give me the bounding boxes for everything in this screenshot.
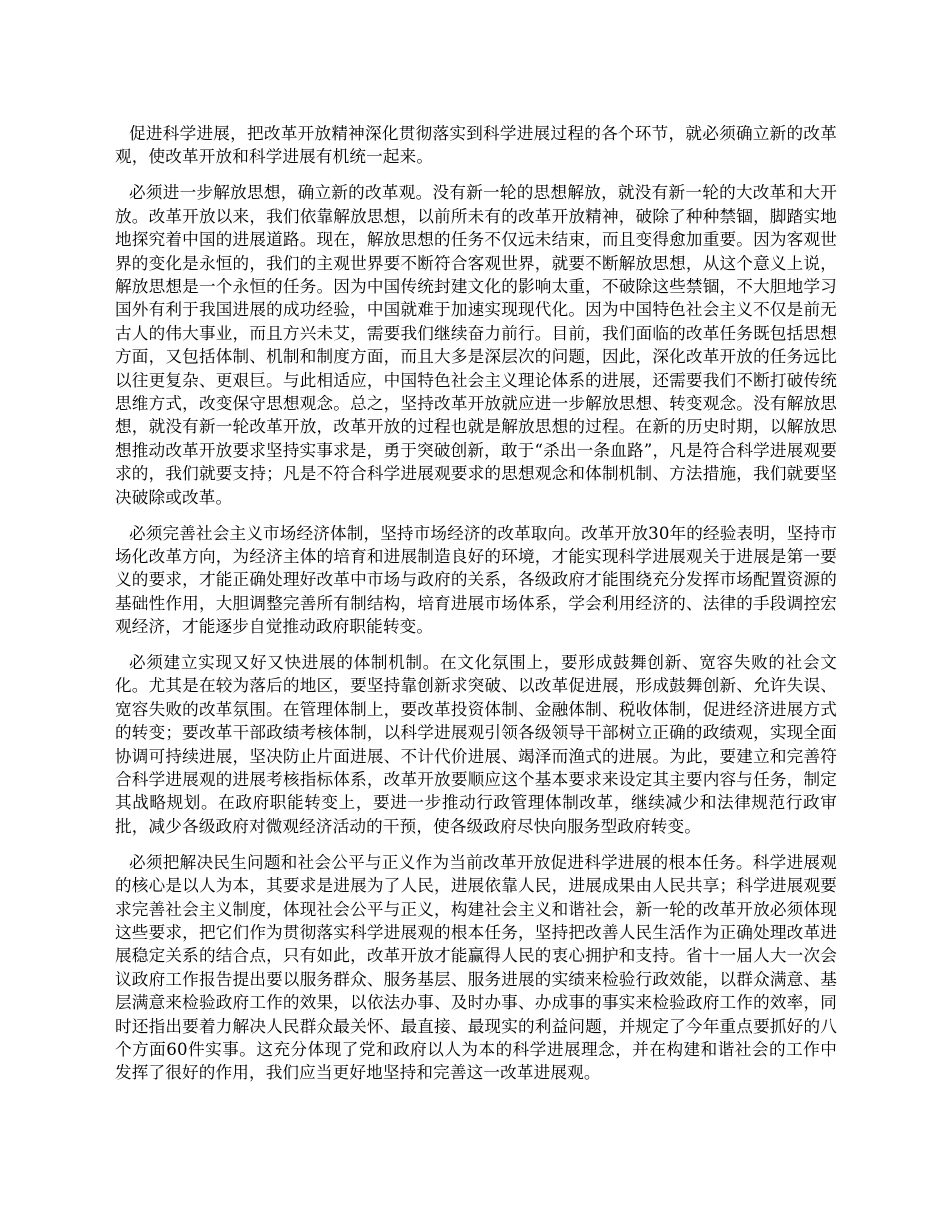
- paragraph-emancipate-mind: 必须进一步解放思想，确立新的改革观。没有新一轮的思想解放，就没有新一轮的大改革和大开放。改革开放以来，我们依靠解放思想，以前所未有的改革开放精神，破除了种种禁锢，脚踏实地地探究着中国的进展道路。现在，解放思想的任务不仅远未结束，而且变得愈加重要。因为客观世界的变化是永恒的，我们的主观世界要不断符合客观世界，就要不断解放思想，从这个意义上说，解放思想是一个永恒的任务。因为中国传统封建文化的影响太重，不破除这些禁锢，不大胆地学习国外有利于我国进展的成功经验，中国就难于加速实现现代化。因为中国特色社会主义不仅是前无古人的伟大事业，而且方兴未艾，需要我们继续奋力前行。目前，我们面临的改革任务既包括思想方面，又包括体制、机制和制度方面，而且大多是深层次的问题，因此，深化改革开放的任务远比以往更复杂、更艰巨。与此相适应，中国特色社会主义理论体系的进展，还需要我们不断打破传统思维方式，改变保守思想观念。总之，坚持改革开放就应进一步解放思想、转变观念。没有解放思想，就没有新一轮改革开放，改革开放的过程也就是解放思想的过程。在新的历史时期，以解放思想推动改革开放要求坚持实事求是，勇于突破创新，敢于“杀出一条血路”，凡是符合科学进展观要求的，我们就要支持；凡是不符合科学进展观要求的思想观念和体制机制、方法措施，我们就要坚决破除或改革。: [115, 183, 837, 507]
- paragraph-market-economy: 必须完善社会主义市场经济体制，坚持市场经济的改革取向。改革开放30年的经验表明，坚持市场化改革方向，为经济主体的培育和进展制造良好的环境，才能实现科学进展观关于进展是第一要义的要求，才能正确处理好改革中市场与政府的关系，各级政府才能围绕充分发挥市场配置资源的基础性作用，大胆调整完善所有制结构，培育进展市场体系，学会利用经济的、法律的手段调控宏观经济，才能逐步自觉推动政府职能转变。: [115, 523, 837, 637]
- paragraph-institutional-mechanism: 必须建立实现又好又快进展的体制机制。在文化氛围上，要形成鼓舞创新、宽容失败的社会文化。尤其是在较为落后的地区，要坚持靠创新求突破、以改革促进展，形成鼓舞创新、允许失误、宽容失败的改革氛围。在管理体制上，要改革投资体制、金融体制、税收体制，促进经济进展方式的转变；要改革干部政绩考核体制，以科学进展观引领各级领导干部树立正确的政绩观，实现全面协调可持续进展，坚决防止片面进展、不计代价进展、竭泽而渔式的进展。为此，要建立和完善符合科学进展观的进展考核指标体系，改革开放要顺应这个基本要求来设定其主要内容与任务，制定其战略规划。在政府职能转变上，要进一步推动行政管理体制改革，继续减少和法律规范行政审批，减少各级政府对微观经济活动的干预，使各级政府尽快向服务型政府转变。: [115, 653, 837, 836]
- paragraph-livelihood-fairness: 必须把解决民生问题和社会公平与正义作为当前改革开放促进科学进展的根本任务。科学进展观的核心是以人为本，其要求是进展为了人民，进展依靠人民，进展成果由人民共享；科学进展观要求完善社会主义制度，体现社会公平与正义，构建社会主义和谐社会，新一轮的改革开放必须体现这些要求，把它们作为贯彻落实科学进展观的根本任务，坚持把改善人民生活作为正确处理改革进展稳定关系的结合点，只有如此，改革开放才能赢得人民的衷心拥护和支持。省十一届人大一次会议政府工作报告提出要以服务群众、服务基层、服务进展的实绩来检验行政效能，以群众满意、基层满意来检验政府工作的效果，以依法办事、及时办事、办成事的事实来检验政府工作的效率，同时还指出要着力解决人民群众最关怀、最直接、最现实的利益问题，并规定了今年重点要抓好的八个方面60件实事。这充分体现了党和政府以人为本的科学进展理念，并在构建和谐社会的工作中发挥了很好的作用，我们应当更好地坚持和完善这一改革进展观。: [115, 852, 837, 1083]
- paragraph-intro: 促进科学进展，把改革开放精神深化贯彻落实到科学进展过程的各个环节，就必须确立新的改革观，使改革开放和科学进展有机统一起来。: [115, 124, 837, 167]
- document-body: [115, 122, 837, 1097]
